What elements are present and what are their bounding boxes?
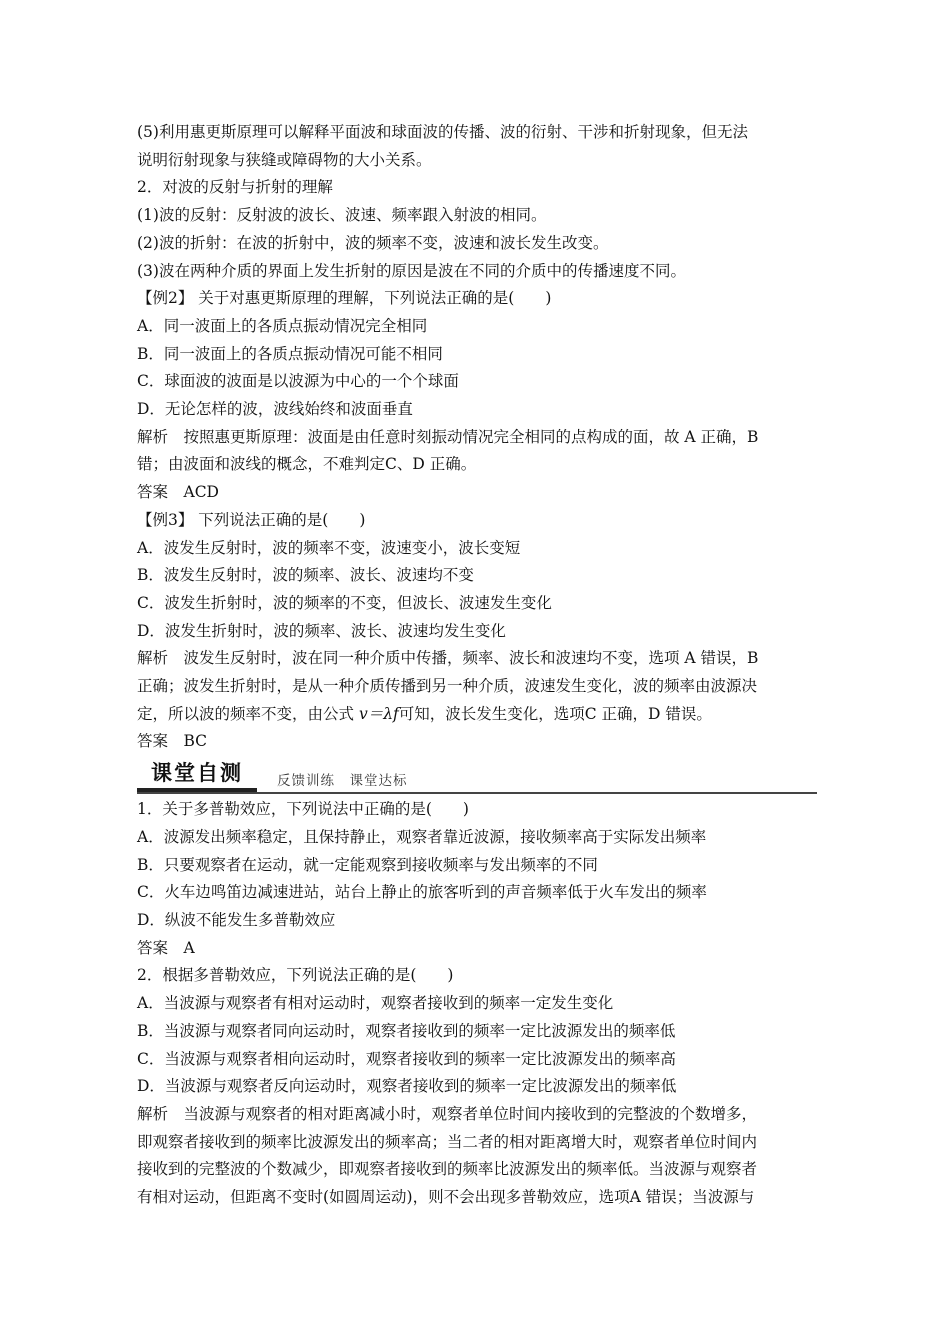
analysis-text: 可知，波长发生变化，选项C 正确，D 错误。 [398,704,712,723]
option-d: D．当波源与观察者反向运动时，观察者接收到的频率一定比波源发出的频率低 [137,1077,677,1096]
analysis: 正确；波发生折射时，是从一种介质传播到另一种介质，波速发生变化，波的频率由波源决 [137,677,758,696]
option-d: D．波发生折射时，波的频率、波长、波速均发生变化 [137,621,506,640]
option-c: C．当波源与观察者相向运动时，观察者接收到的频率一定比波源发出的频率高 [137,1049,676,1068]
section-header [137,762,817,794]
option-c: C．火车边鸣笛边减速进站，站台上静止的旅客听到的声音频率低于火车发出的频率 [137,883,707,902]
option-c: C．球面波的波面是以波源为中心的一个个球面 [137,372,459,391]
analysis-text: 定，所以波的频率不变，由公式 [137,704,359,723]
option-b: B．同一波面上的各质点振动情况可能不相同 [137,344,443,363]
analysis: 有相对运动，但距离不变时(如圆周运动)，则不会出现多普勒效应，选项A 错误；当波源与 [137,1188,755,1207]
example-question: 【例2】 关于对惠更斯原理的理解，下列说法正确的是( ) [137,289,552,308]
paragraph: 说明衍射现象与狭缝或障碍物的大小关系。 [137,150,432,169]
analysis: 解析 当波源与观察者的相对距离减小时，观察者单位时间内接收到的完整波的个数增多， [137,1104,758,1123]
section-subtitle: 反馈训练 课堂达标 [277,773,408,790]
option-a: A．波源发出频率稳定，且保持静止，观察者靠近波源，接收频率高于实际发出频率 [137,827,707,846]
analysis: 错；由波面和波线的概念，不难判定C、D 正确。 [137,455,477,474]
analysis [137,701,817,729]
list-item: (1)波的反射：反射波的波长、波速、频率跟入射波的相同。 [137,206,547,225]
option-a: A．同一波面上的各质点振动情况完全相同 [137,316,428,335]
option-b: B．只要观察者在运动，就一定能观察到接收频率与发出频率的不同 [137,855,598,874]
option-b: B．波发生反射时，波的频率、波长、波速均不变 [137,566,474,585]
option-a: A．当波源与观察者有相对运动时，观察者接收到的频率一定发生变化 [137,994,614,1013]
list-item: (2)波的折射：在波的折射中，波的频率不变，波速和波长发生改变。 [137,233,609,252]
analysis: 解析 按照惠更斯原理：波面是由任意时刻振动情况完全相同的点构成的面，故 A 正确，B [137,427,759,446]
option-c: C．波发生折射时，波的频率的不变，但波长、波速发生变化 [137,593,552,612]
answer: 答案 A [137,938,195,957]
analysis: 即观察者接收到的频率比波源发出的频率高；当二者的相对距离增大时，观察者单位时间内 [137,1132,758,1151]
answer: 答案 BC [137,732,208,751]
option-b: B．当波源与观察者同向运动时，观察者接收到的频率一定比波源发出的频率低 [137,1021,676,1040]
section-header-bar [137,788,257,792]
section-title: 课堂自测 [151,761,243,786]
analysis: 解析 波发生反射时，波在同一种介质中传播，频率、波长和波速均不变，选项 A 错误，B [137,649,759,668]
subheading: 2．对波的反射与折射的理解 [137,178,333,197]
formula: v＝λf [358,704,399,723]
answer: 答案 ACD [137,483,219,502]
option-d: D．无论怎样的波，波线始终和波面垂直 [137,400,413,419]
document-content [137,119,817,1212]
option-d: D．纵波不能发生多普勒效应 [137,910,336,929]
question: 1．关于多普勒效应，下列说法中正确的是( ) [137,800,469,819]
list-item: (3)波在两种介质的界面上发生折射的原因是波在不同的介质中的传播速度不同。 [137,261,686,280]
analysis: 接收到的完整波的个数减少，即观察者接收到的频率比波源发出的频率低。当波源与观察者 [137,1160,758,1179]
question: 2．根据多普勒效应，下列说法正确的是( ) [137,966,454,985]
option-a: A．波发生反射时，波的频率不变，波速变小，波长变短 [137,538,521,557]
paragraph: (5)利用惠更斯原理可以解释平面波和球面波的传播、波的衍射、干涉和折射现象，但无法 [137,123,748,141]
example-question: 【例3】 下列说法正确的是( ) [137,510,366,529]
